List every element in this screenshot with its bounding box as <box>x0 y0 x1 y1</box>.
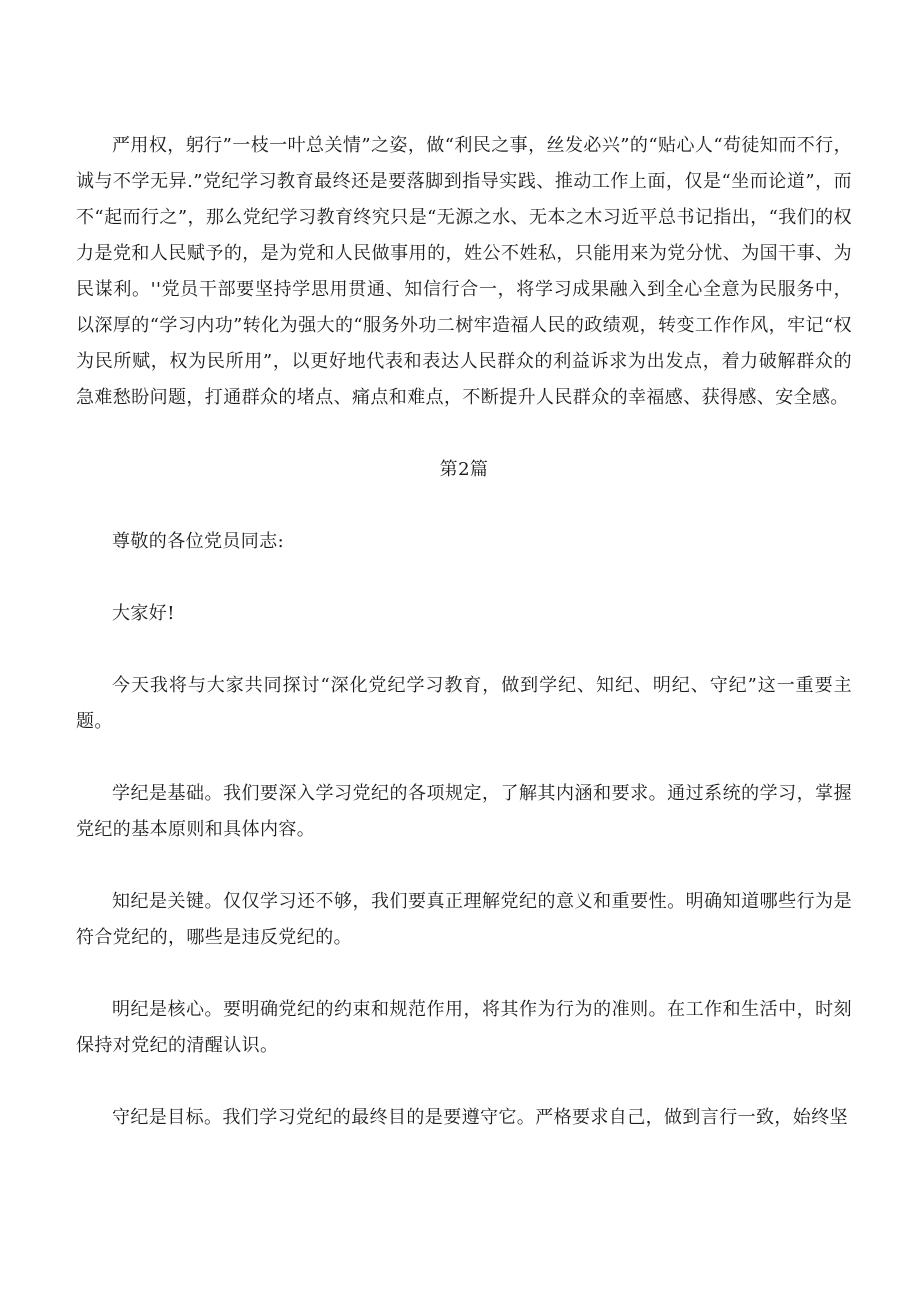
greeting: 大家好! <box>112 603 175 624</box>
paragraph-learn-discipline: 学纪是基础。我们要深入学习党纪的各项规定，了解其内涵和要求。通过系统的学习，掌握党纪的基本原则和具体内容。 <box>76 783 852 840</box>
paragraph-keep-discipline: 守纪是目标。我们学习党纪的最终目的是要遵守它。严格要求自己，做到言行一致，始终坚 <box>112 1107 848 1128</box>
salutation: 尊敬的各位党员同志: <box>112 531 285 552</box>
paragraph-know-discipline: 知纪是关键。仅仅学习还不够，我们要真正理解党纪的意义和重要性。明确知道哪些行为是符合党纪的，哪些是违反党纪的。 <box>76 891 852 948</box>
section-heading: 第2篇 <box>439 459 489 480</box>
paragraph-understand-discipline: 明纪是核心。要明确党纪的约束和规范作用，将其作为行为的准则。在工作和生活中，时刻保持对党纪的清醒认识。 <box>76 999 852 1056</box>
paragraph-intro-topic: 今天我将与大家共同探讨“深化党纪学习教育，做到学纪、知纪、明纪、守纪”这一重要主题。 <box>76 675 852 732</box>
paragraph-power-use: 严用权，躬行”一枝一叶总关情”之姿，做“利民之事，丝发必兴”的“贴心人“苟徒知而不行，诚与不学无异.”党纪学习教育最终还是要落脚到指导实践、推动工作上面，仅是“坐而论道”，而不“起而行之”，那么党纪学习教育终究只是“无源之水、无本之木习近平总书记指出，“我们的权力是党和人民赋予的，是为党和人民做事用的，姓公不姓私，只能用来为党分忧、为国干事、为民谋利。''党员干部要坚持学思用贯通、知信行合一，将学习成果融入到全心全意为民服务中，以深厚的“学习内功”转化为强大的“服务外功二树牢造福人民的政绩观，转变工作作风，牢记“权为民所赋，权为民所用”，以更好地代表和表达人民群众的利益诉求为出发点，着力破解群众的急难愁盼问题，打通群众的堵点、痛点和难点，不断提升人民群众的幸福感、获得感、安全感。 <box>76 135 852 408</box>
